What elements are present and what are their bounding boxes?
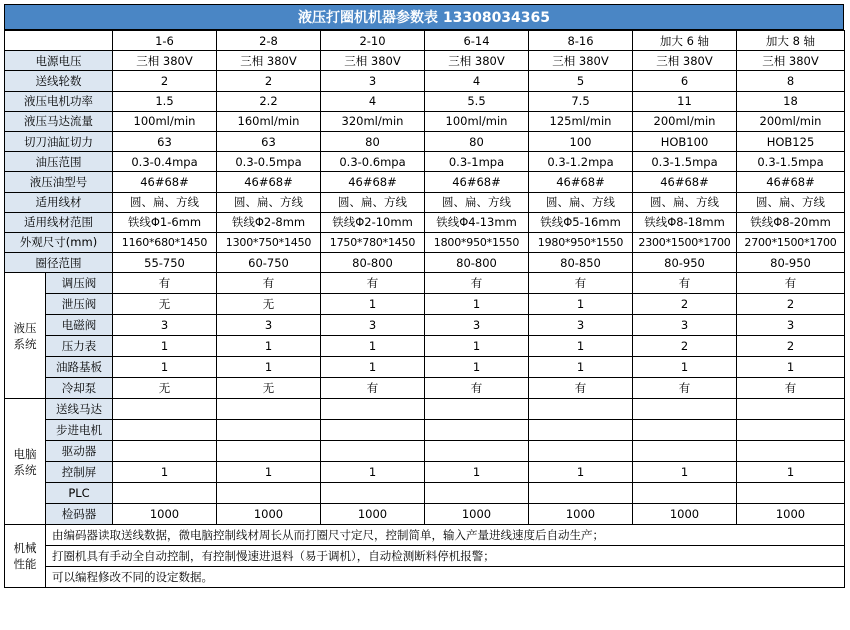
spec-value: 1 (425, 462, 529, 483)
spec-value: 63 (113, 131, 217, 151)
spec-value: 60-750 (217, 253, 321, 273)
spec-value: 三相 380V (425, 51, 529, 71)
spec-value: 圆、扁、方线 (425, 192, 529, 212)
spec-value: 1 (529, 462, 633, 483)
performance-row (5, 525, 845, 546)
group-label-line: 系统 (13, 336, 37, 351)
spec-value: 三相 380V (737, 51, 845, 71)
performance-text: 打圈机具有手动全自动控制，有控制慢速进退料（易于调机），自动检测断料停机报警； (46, 546, 845, 567)
spec-value (425, 483, 529, 504)
spec-value: 1 (737, 357, 845, 378)
hydraulic-row (5, 378, 845, 399)
group-label-text (14, 540, 37, 572)
group-label (5, 399, 46, 525)
sheet-title: 液压打圈机机器参数表 13308034365 (4, 4, 844, 30)
computer-row (5, 441, 845, 462)
spec-value: 46#68# (113, 172, 217, 192)
spec-value (425, 420, 529, 441)
spec-value: 46#68# (737, 172, 845, 192)
sub-label: 送线马达 (46, 399, 113, 420)
spec-value: 46#68# (529, 172, 633, 192)
computer-row (5, 399, 845, 420)
spec-value: 8 (737, 71, 845, 91)
row-label: 液压马达流量 (5, 111, 113, 131)
spec-value: 无 (217, 294, 321, 315)
spec-value: 4 (425, 71, 529, 91)
spec-value: 3 (425, 315, 529, 336)
spec-row (5, 91, 845, 111)
spec-value: 1 (529, 336, 633, 357)
sub-label: 压力表 (46, 336, 113, 357)
spec-row (5, 232, 845, 252)
spec-value: 1.5 (113, 91, 217, 111)
spec-value: 80-950 (633, 253, 737, 273)
spec-value: 0.3-1mpa (425, 152, 529, 172)
spec-value: 有 (425, 273, 529, 294)
hydraulic-row (5, 336, 845, 357)
spec-row (5, 51, 845, 71)
spec-value: 1 (321, 294, 425, 315)
spec-value: 有 (217, 273, 321, 294)
spec-value: 圆、扁、方线 (321, 192, 425, 212)
spec-value: 1000 (737, 504, 845, 525)
spec-value: 1 (529, 294, 633, 315)
spec-value: 0.3-0.5mpa (217, 152, 321, 172)
row-label: 液压电机功率 (5, 91, 113, 111)
spec-value: 1000 (321, 504, 425, 525)
group-label-line: 机械 (13, 541, 37, 556)
spec-value: 0.3-0.6mpa (321, 152, 425, 172)
spec-value: 圆、扁、方线 (633, 192, 737, 212)
spec-value (217, 483, 321, 504)
spec-value: 11 (633, 91, 737, 111)
spec-row (5, 111, 845, 131)
spec-row (5, 253, 845, 273)
spec-value: 1000 (529, 504, 633, 525)
model-header-cell: 加大 6 轴 (633, 31, 737, 51)
spec-value: 1 (113, 462, 217, 483)
spec-value: HOB100 (633, 131, 737, 151)
performance-text: 由编码器读取送线数据，微电脑控制线材周长从而打圈尺寸定尺，控制简单，输入产量进线速度后自动生产； (46, 525, 845, 546)
spec-value: 2 (633, 294, 737, 315)
hydraulic-row (5, 357, 845, 378)
spec-value: 5 (529, 71, 633, 91)
spec-value: 80-800 (425, 253, 529, 273)
spec-value: 46#68# (425, 172, 529, 192)
spec-value (737, 399, 845, 420)
computer-row (5, 462, 845, 483)
spec-value: 无 (113, 294, 217, 315)
spec-value: 6 (633, 71, 737, 91)
spec-value: 320ml/min (321, 111, 425, 131)
group-label-line: 液压 (13, 320, 37, 335)
spec-value: 1300*750*1450 (217, 232, 321, 252)
spec-value (529, 399, 633, 420)
spec-value: 200ml/min (633, 111, 737, 131)
spec-value: 三相 380V (633, 51, 737, 71)
spec-value (321, 483, 425, 504)
spec-value: 铁线Φ2-8mm (217, 212, 321, 232)
spec-value (217, 399, 321, 420)
spec-value: 圆、扁、方线 (217, 192, 321, 212)
performance-text: 可以编程修改不同的设定数据。 (46, 567, 845, 588)
spec-value: 3 (321, 71, 425, 91)
spec-value: 3 (633, 315, 737, 336)
spec-value: 1000 (113, 504, 217, 525)
spec-value: 有 (529, 378, 633, 399)
sub-label: 调压阀 (46, 273, 113, 294)
row-label: 切刀油缸切力 (5, 131, 113, 151)
spec-value: 1 (321, 462, 425, 483)
spec-row (5, 192, 845, 212)
spec-value: 100 (529, 131, 633, 151)
spec-value: 1 (113, 357, 217, 378)
spec-value (113, 483, 217, 504)
sub-label: 步进电机 (46, 420, 113, 441)
spec-row (5, 131, 845, 151)
model-header-cell: 加大 8 轴 (737, 31, 845, 51)
spec-value (113, 399, 217, 420)
spec-value: 1 (633, 357, 737, 378)
spec-value: 2 (217, 71, 321, 91)
spec-value: 三相 380V (217, 51, 321, 71)
spec-value (529, 420, 633, 441)
spec-value: 三相 380V (529, 51, 633, 71)
spec-value: 1 (113, 336, 217, 357)
row-label: 适用线材 (5, 192, 113, 212)
spec-value: 4 (321, 91, 425, 111)
spec-value: 有 (529, 273, 633, 294)
spec-value: 铁线Φ5-16mm (529, 212, 633, 232)
spec-value: 1 (529, 357, 633, 378)
spec-value: 有 (633, 273, 737, 294)
spec-value (633, 441, 737, 462)
group-label (5, 273, 46, 399)
group-label-text (14, 446, 37, 478)
row-label: 圈径范围 (5, 253, 113, 273)
spec-value (737, 420, 845, 441)
hydraulic-row (5, 273, 845, 294)
computer-row (5, 420, 845, 441)
spec-value: 80-800 (321, 253, 425, 273)
group-label-line: 系统 (13, 462, 37, 477)
spec-value: 1000 (633, 504, 737, 525)
spec-value: 圆、扁、方线 (113, 192, 217, 212)
spec-value: 3 (113, 315, 217, 336)
spec-value: 有 (321, 378, 425, 399)
row-label: 油压范围 (5, 152, 113, 172)
spec-value: HOB125 (737, 131, 845, 151)
spec-value: 1 (425, 357, 529, 378)
spec-value: 46#68# (633, 172, 737, 192)
spec-value: 2700*1500*1700 (737, 232, 845, 252)
spec-value (633, 420, 737, 441)
spec-value (633, 399, 737, 420)
spec-value: 1 (321, 336, 425, 357)
model-header-cell: 1-6 (113, 31, 217, 51)
spec-value: 2 (737, 294, 845, 315)
spec-value: 46#68# (321, 172, 425, 192)
spec-value: 1 (737, 462, 845, 483)
spec-value: 有 (633, 378, 737, 399)
header-corner-cell (5, 31, 113, 51)
spec-value: 有 (113, 273, 217, 294)
spec-value: 1000 (217, 504, 321, 525)
spec-value: 0.3-0.4mpa (113, 152, 217, 172)
spec-row (5, 172, 845, 192)
spec-value: 3 (321, 315, 425, 336)
spec-value: 80 (321, 131, 425, 151)
spec-value: 1 (425, 294, 529, 315)
spec-value: 铁线Φ8-18mm (633, 212, 737, 232)
spec-value (321, 399, 425, 420)
spec-value: 2300*1500*1700 (633, 232, 737, 252)
spec-value: 1 (217, 336, 321, 357)
spec-value: 125ml/min (529, 111, 633, 131)
group-label (5, 525, 46, 588)
spec-value (737, 483, 845, 504)
spec-value (321, 420, 425, 441)
spec-value: 200ml/min (737, 111, 845, 131)
spec-table (4, 30, 845, 588)
spec-value: 1 (321, 357, 425, 378)
spec-value (321, 441, 425, 462)
spec-value: 160ml/min (217, 111, 321, 131)
sub-label: 冷却泵 (46, 378, 113, 399)
sub-label: 检码器 (46, 504, 113, 525)
spec-value: 2.2 (217, 91, 321, 111)
performance-row (5, 567, 845, 588)
spec-value: 有 (321, 273, 425, 294)
group-label-text (14, 320, 37, 352)
spec-value: 无 (217, 378, 321, 399)
spec-sheet (4, 4, 844, 588)
spec-row (5, 152, 845, 172)
spec-value: 有 (425, 378, 529, 399)
spec-value: 有 (737, 273, 845, 294)
spec-value: 有 (737, 378, 845, 399)
spec-value: 80-950 (737, 253, 845, 273)
spec-value: 1 (633, 462, 737, 483)
spec-value: 铁线Φ1-6mm (113, 212, 217, 232)
spec-value: 1800*950*1550 (425, 232, 529, 252)
hydraulic-row (5, 315, 845, 336)
spec-value: 3 (737, 315, 845, 336)
spec-value: 2 (633, 336, 737, 357)
spec-value (425, 399, 529, 420)
group-label-line: 电脑 (13, 446, 37, 461)
spec-value: 0.3-1.2mpa (529, 152, 633, 172)
spec-value: 1160*680*1450 (113, 232, 217, 252)
spec-value: 100ml/min (113, 111, 217, 131)
row-label: 适用线材范围 (5, 212, 113, 232)
performance-row (5, 546, 845, 567)
spec-value: 18 (737, 91, 845, 111)
sub-label: PLC (46, 483, 113, 504)
row-label: 送线轮数 (5, 71, 113, 91)
spec-value (633, 483, 737, 504)
spec-value: 0.3-1.5mpa (633, 152, 737, 172)
spec-value: 三相 380V (321, 51, 425, 71)
spec-value: 80 (425, 131, 529, 151)
spec-value (529, 441, 633, 462)
model-header-cell: 2-8 (217, 31, 321, 51)
spec-value (113, 420, 217, 441)
spec-value: 46#68# (217, 172, 321, 192)
spec-value: 1980*950*1550 (529, 232, 633, 252)
spec-row (5, 212, 845, 232)
spec-value: 2 (113, 71, 217, 91)
spec-value: 5.5 (425, 91, 529, 111)
row-label: 外观尺寸(mm) (5, 232, 113, 252)
spec-row (5, 71, 845, 91)
spec-value: 3 (529, 315, 633, 336)
spec-value: 80-850 (529, 253, 633, 273)
model-header-cell: 2-10 (321, 31, 425, 51)
spec-value (217, 441, 321, 462)
spec-value: 2 (737, 336, 845, 357)
row-label: 电源电压 (5, 51, 113, 71)
spec-value: 圆、扁、方线 (529, 192, 633, 212)
spec-value: 7.5 (529, 91, 633, 111)
sub-label: 驱动器 (46, 441, 113, 462)
hydraulic-row (5, 294, 845, 315)
computer-row (5, 483, 845, 504)
model-header-cell: 6-14 (425, 31, 529, 51)
spec-value: 三相 380V (113, 51, 217, 71)
spec-value: 1 (425, 336, 529, 357)
sub-label: 电磁阀 (46, 315, 113, 336)
sub-label: 泄压阀 (46, 294, 113, 315)
spec-value: 1750*780*1450 (321, 232, 425, 252)
spec-value: 1000 (425, 504, 529, 525)
spec-value: 1 (217, 462, 321, 483)
spec-value (529, 483, 633, 504)
sub-label: 油路基板 (46, 357, 113, 378)
spec-value: 3 (217, 315, 321, 336)
spec-value: 铁线Φ8-20mm (737, 212, 845, 232)
spec-value: 铁线Φ2-10mm (321, 212, 425, 232)
group-label-line: 性能 (13, 557, 37, 572)
spec-value (737, 441, 845, 462)
spec-value (113, 441, 217, 462)
spec-value: 铁线Φ4-13mm (425, 212, 529, 232)
computer-row (5, 504, 845, 525)
model-header-row (5, 31, 845, 51)
row-label: 液压油型号 (5, 172, 113, 192)
sub-label: 控制屏 (46, 462, 113, 483)
spec-value: 55-750 (113, 253, 217, 273)
spec-value (425, 441, 529, 462)
model-header-cell: 8-16 (529, 31, 633, 51)
spec-value: 0.3-1.5mpa (737, 152, 845, 172)
spec-value: 无 (113, 378, 217, 399)
spec-value (217, 420, 321, 441)
spec-value: 圆、扁、方线 (737, 192, 845, 212)
spec-value: 100ml/min (425, 111, 529, 131)
spec-value: 1 (217, 357, 321, 378)
spec-value: 63 (217, 131, 321, 151)
